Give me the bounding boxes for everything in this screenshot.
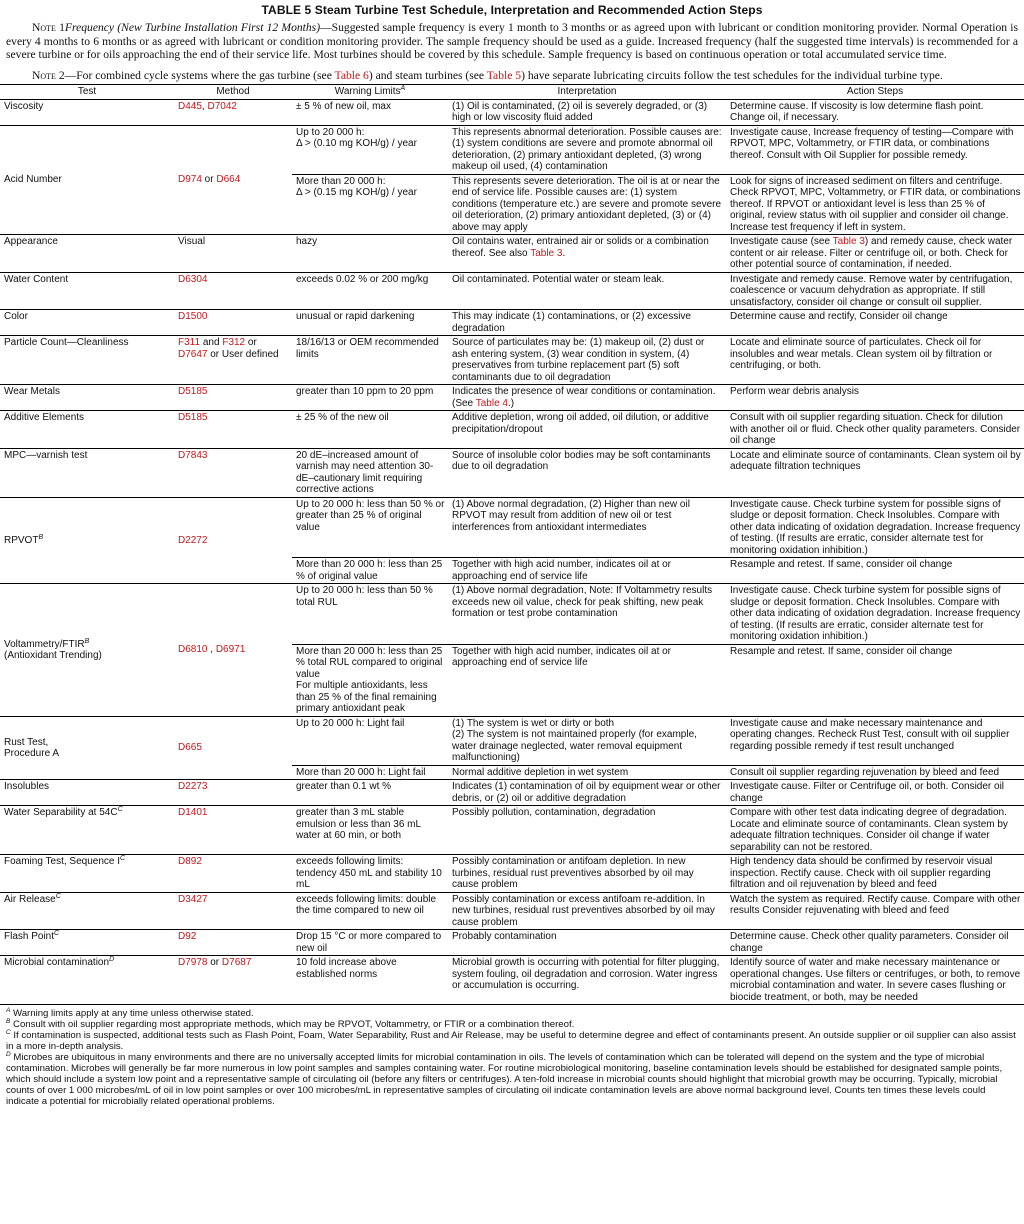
- table-title: TABLE 5 Steam Turbine Test Schedule, Interpretation and Recommended Action Steps: [261, 3, 763, 17]
- action-cell: Identify source of water and make necessary maintenance or operational changes. Use filters or centrifuges, or both, to remove microbial contamination and water. In severe cases flushing or biocide treatment, or both, may be needed: [726, 956, 1024, 1005]
- warning-cell: More than 20 000 h: less than 25 % total RUL compared to original value For multiple antioxidants, less than 25 % of the final remaining primary antioxidant peak: [292, 644, 448, 716]
- table-row-microbial: [0, 956, 1024, 1005]
- action-cell: Watch the system as required. Rectify cause. Compare with other results Consider rejuvenating with bleed and feed: [726, 892, 1024, 930]
- test-name: Water Content: [0, 272, 174, 310]
- warning-cell: exceeds following limits: double the time compared to new oil: [292, 892, 448, 930]
- test-name: Viscosity: [0, 99, 174, 125]
- test-name: Water Separability at $54C^C$: [0, 806, 174, 855]
- action-cell: Determine cause. Check other quality parameters. Consider oil change: [726, 930, 1024, 956]
- table-row-acid-number: [0, 125, 1024, 174]
- table-row-appearance: [0, 235, 1024, 273]
- method-cell: [174, 780, 292, 806]
- test-name: $RPVOT^B$: [0, 497, 174, 584]
- test-name: MPC—varnish test: [0, 448, 174, 497]
- method-cell: [174, 497, 292, 584]
- header-interpretation: Interpretation: [448, 85, 726, 100]
- table-row-additive-elements: [0, 411, 1024, 449]
- warning-cell: exceeds 0.02 % or 200 mg/kg: [292, 272, 448, 310]
- method-cell: D974 or D664: [174, 125, 292, 235]
- header-row: [0, 85, 1024, 100]
- test-name: Foaming Test, Sequence $I^C$: [0, 855, 174, 893]
- method-cell: [174, 855, 292, 893]
- warning-cell: Drop 15 °C or more compared to new oil: [292, 930, 448, 956]
- table-row-viscosity: [0, 99, 1024, 125]
- table-row-air-release: [0, 892, 1024, 930]
- interpretation-cell: This represents abnormal deterioration. Possible causes are: (1) system conditions are severe and promote abnormal oil deterioration, (2) primary antioxidant depleted, (3) wrong makeup oil used, (4) contamination: [448, 125, 726, 174]
- method-link[interactable]: D5185: [178, 386, 208, 398]
- method-link[interactable]: D664: [216, 174, 241, 186]
- warning-cell: exceeds following limits: tendency 450 mL and stability 10 mL: [292, 855, 448, 893]
- method-link[interactable]: D892: [178, 856, 202, 868]
- action-cell: Consult oil supplier regarding rejuvenation by bleed and feed: [726, 765, 1024, 780]
- method-link[interactable]: F311: [178, 337, 201, 349]
- method-cell: [174, 411, 292, 449]
- test-name: Insolubles: [0, 780, 174, 806]
- table-row-color: [0, 310, 1024, 336]
- header-test: Test: [0, 85, 174, 100]
- action-cell: Resample and retest. If same, consider oil change: [726, 558, 1024, 584]
- method-link[interactable]: D665: [178, 742, 202, 754]
- test-name: Voltammetry/$FTIR^B$ (Antioxidant Trending): [0, 584, 174, 717]
- interpretation-cell: Indicates (1) contamination of oil by equipment wear or other debris, or (2) oil or additive degradation: [448, 780, 726, 806]
- method-link[interactable]: D6810: [178, 644, 208, 656]
- method-link[interactable]: D2273: [178, 781, 208, 793]
- warning-cell: unusual or rapid darkening: [292, 310, 448, 336]
- action-cell: Investigate cause (see Table 3) and remedy cause, check water content or air release. Filter or centrifuge oil, or both. Check for other potential source of contamination, if needed.: [726, 235, 1024, 273]
- method-link[interactable]: D7978: [178, 957, 208, 969]
- test-name: Wear Metals: [0, 385, 174, 411]
- method-cell: [174, 930, 292, 956]
- test-schedule-table: [0, 84, 1024, 1005]
- test-name: Microbial contamination$^D$: [0, 956, 174, 1005]
- method-cell: [174, 310, 292, 336]
- table-row-rust-test: [0, 716, 1024, 765]
- interpretation-cell: (1) Above normal degradation, Note: If Voltammetry results exceeds new oil value, check for peak shifting, new peak formation or test probe contamination: [448, 584, 726, 645]
- note-1-label: Note 1: [32, 21, 65, 34]
- warning-cell: ± 25 % of the new oil: [292, 411, 448, 449]
- interpretation-cell: Together with high acid number, indicates oil at or approaching end of service life: [448, 644, 726, 716]
- footnote-b: $^B$ Consult with oil supplier regarding most appropriate methods, which may be RPVOT, Voltammetry, or FTIR or a combination thereof.: [6, 1018, 575, 1031]
- interpretation-cell: Additive depletion, wrong oil added, oil dilution, or additive precipitation/dropout: [448, 411, 726, 449]
- method-link[interactable]: D6971: [215, 644, 246, 656]
- warning-cell: Up to 20 000 h: Light fail: [292, 716, 448, 765]
- test-name: Color: [0, 310, 174, 336]
- test-name: Particle Count—Cleanliness: [0, 336, 174, 385]
- note-2: Note 2—For combined cycle systems where the gas turbine (see Table 6) and steam turbines (see Table 5) have separate lubricating circuits follow the test schedules for the individual turbine type.: [32, 68, 943, 82]
- method-link[interactable]: D974: [178, 174, 202, 186]
- action-cell: Investigate cause. Filter or Centrifuge oil, or both. Consider oil change: [726, 780, 1024, 806]
- test-name: Appearance: [0, 235, 174, 273]
- header-action: Action Steps: [726, 85, 1024, 100]
- table-6-link[interactable]: Table 6: [334, 68, 369, 82]
- method-link[interactable]: D7042: [207, 100, 237, 112]
- method-cell: F311 and F312 or D7647 or User defined: [174, 336, 292, 385]
- table-row-water-separability: [0, 806, 1024, 855]
- method-cell: Visual: [174, 235, 292, 273]
- method-link[interactable]: D7687: [221, 957, 252, 969]
- table-5-link[interactable]: Table 5: [486, 68, 522, 82]
- footnotes: [6, 1008, 1018, 1107]
- action-cell: Investigate and remedy cause. Remove water by centrifugation, coalescence or vacuum dehydration as appropriate. If still unsatisfactory, consider oil change or consult oil supplier.: [726, 272, 1024, 310]
- method-link[interactable]: D2272: [178, 534, 208, 546]
- method-link[interactable]: D5185: [178, 412, 208, 424]
- method-cell: [174, 385, 292, 411]
- interpretation-cell: Oil contains water, entrained air or solids or a combination thereof. See also Table 3.: [448, 235, 726, 273]
- method-cell: [174, 448, 292, 497]
- footnote-c: $^C$ If contamination is suspected, additional tests such as Flash Point, Foam, Water Separability, Rust and Air Release, may be useful to determine degree and effect of contaminants present. An outside supplier or oil supplier can also assist in a more in-depth analysis.: [6, 1029, 1016, 1053]
- table-row-wear-metals: [0, 385, 1024, 411]
- interpretation-cell: Source of insoluble color bodies may be soft contaminants due to oil degradation: [448, 448, 726, 497]
- header-warning: Warning Limits$^A$: [292, 85, 448, 100]
- interpretation-cell: Possibly pollution, contamination, degradation: [448, 806, 726, 855]
- table-row-particle-count: [0, 336, 1024, 385]
- method-cell: D445, D7042: [174, 99, 292, 125]
- method-link[interactable]: D3427: [178, 893, 208, 905]
- action-cell: Investigate cause. Check turbine system for possible signs of sludge or deposit formation. Check Insolubles. Compare with other data indicating of oxidation degradation. Increase frequency of testing. (If results are erratic, consider alternate test for monitoring oxidation inhibition.): [726, 497, 1024, 558]
- warning-cell: ± 5 % of new oil, max: [292, 99, 448, 125]
- interpretation-cell: This may indicate (1) contaminations, or (2) excessive degradation: [448, 310, 726, 336]
- test-name: Flash Point$^C$: [0, 930, 174, 956]
- interpretation-cell: Possibly contamination or antifoam depletion. In new turbines, residual rust preventives absorbed by oil may cause problem: [448, 855, 726, 893]
- table-3-link[interactable]: Table 3: [832, 236, 865, 248]
- action-cell: Locate and eliminate source of particulates. Check oil for insolubles and wear metals. Clean system oil by filtration or centrifuging, or both.: [726, 336, 1024, 385]
- note-1-text: —Suggested sample frequency is every 1 month to 3 months or as agreed upon with lubricant or condition monitoring provider. Normal Operation is every 4 months to 6 months or as agreed with lubricant or condition monitoring provider. The sample frequency should be used as a guide. Increased frequency (half the suggested time intervals) is recommended for a severe turbine or for oils approaching the end of their service life. Most turbines should be covered by this schedule. Sample frequency is based on continuous operation or total accumulated service time.: [6, 21, 1018, 62]
- warning-cell: Up to 20 000 h: Δ > (0.10 mg KOH/g) / year: [292, 125, 448, 174]
- table-row-flash-point: [0, 930, 1024, 956]
- interpretation-cell: Together with high acid number, indicates oil at or approaching end of service life: [448, 558, 726, 584]
- method-cell: [174, 272, 292, 310]
- interpretation-cell: Microbial growth is occurring with potential for filter plugging, system fouling, oil degradation and corrosion. Water ingress or accumulation is occurring.: [448, 956, 726, 1005]
- warning-cell: 18/16/13 or OEM recommended limits: [292, 336, 448, 385]
- method-cell: D6810 , D6971: [174, 584, 292, 717]
- interpretation-cell: Source of particulates may be: (1) makeup oil, (2) dust or ash entering system, (3) wear condition in system, (4) preservatives from turbine replacement part (5) soft contaminants due to oil degradation: [448, 336, 726, 385]
- table-row-rpvot: [0, 497, 1024, 558]
- warning-cell: 10 fold increase above established norms: [292, 956, 448, 1005]
- interpretation-cell: This represents severe deterioration. The oil is at or near the end of service life. Possible causes are: (1) system conditions (temperature etc.) are severe and promote severe oil deterioration, (2) primary antioxidant depleted, (3) or (4) above may apply: [448, 174, 726, 235]
- table-row-foaming: [0, 855, 1024, 893]
- table-row-voltammetry: [0, 584, 1024, 645]
- method-link[interactable]: F312: [222, 337, 246, 349]
- action-cell: Perform wear debris analysis: [726, 385, 1024, 411]
- warning-cell: More than 20 000 h: less than 25 % of original value: [292, 558, 448, 584]
- method-link[interactable]: D1500: [178, 311, 208, 323]
- method-cell: [174, 806, 292, 855]
- warning-cell: Up to 20 000 h: less than 50 % total RUL: [292, 584, 448, 645]
- table-4-link[interactable]: Table 4: [475, 397, 508, 409]
- action-cell: Look for signs of increased sediment on filters and centrifuge. Check RPVOT, MPC, Voltammetry, or FTIR data, or combinations thereof. If RPVOT or antioxidant level is less than 25 % of original, review status with oil supplier and consider oil change. Increase test frequency if left in system.: [726, 174, 1024, 235]
- test-name: Additive Elements: [0, 411, 174, 449]
- interpretation-cell: Probably contamination: [448, 930, 726, 956]
- action-cell: Determine cause. If viscosity is low determine flash point. Change oil, if necessary.: [726, 99, 1024, 125]
- action-cell: Consult with oil supplier regarding situation. Check for dilution with another oil or fluid. Check other quality parameters. Consider oil change: [726, 411, 1024, 449]
- method-link[interactable]: D1401: [178, 807, 208, 819]
- test-name: Rust Test, Procedure A: [0, 716, 174, 780]
- action-cell: Investigate cause. Check turbine system for possible signs of sludge or deposit formation. Check Insolubles. Compare with other data indicating of oxidation degradation. Increase frequency of testing. (If results are erratic, consider alternate test for monitoring oxidation inhibition.): [726, 584, 1024, 645]
- interpretation-cell: Normal additive depletion in wet system: [448, 765, 726, 780]
- action-cell: Compare with other test data indicating degree of degradation. Locate and eliminate source of contaminants. Clean system by adequate filtration techniques. Consider oil change if water separability can not be restored.: [726, 806, 1024, 855]
- warning-cell: More than 20 000 h: Δ > (0.15 mg KOH/g) / year: [292, 174, 448, 235]
- action-cell: Resample and retest. If same, consider oil change: [726, 644, 1024, 716]
- interpretation-cell: Possibly contamination or excess antifoam re-addition. In new turbines, residual rust preventives absorbed by oil may cause problem: [448, 892, 726, 930]
- warning-cell: hazy: [292, 235, 448, 273]
- interpretation-cell: Indicates the presence of wear conditions or contamination. (See Table 4.): [448, 385, 726, 411]
- warning-cell: More than 20 000 h: Light fail: [292, 765, 448, 780]
- warning-cell: greater than 3 mL stable emulsion or less than 36 mL water at 60 min, or both: [292, 806, 448, 855]
- footnote-d: $^D$ Microbes are ubiquitous in many environments and there are no universally accepted limits for microbial contamination in oils. The levels of contamination which can be tolerated will depend on the system and the type of microbial contamination. Microbes will generally be far more numerous in low point samples and samples containing water. For routine microbiological monitoring, baseline contamination levels should be established for designated sample points, which should include a system low point and a representative sample of circulating oil (before any filters or centrifuges). A ten-fold increase in microbial counts should highlight that microbial growth may be occurring. Typically, microbial counts of over 1 000 microbes/mL of oil in low point samples or over 100 microbes/mL in representative samples of circulating oil indicate contamination levels are above normal background level. Counts ten times these levels could indicate a potential for microbially related operational problems.: [6, 1051, 1003, 1108]
- interpretation-cell: Oil contaminated. Potential water or steam leak.: [448, 272, 726, 310]
- test-name: Air Release$^C$: [0, 892, 174, 930]
- note-1: [6, 21, 1018, 62]
- test-name: Acid Number: [0, 125, 174, 235]
- interpretation-cell: (1) Oil is contaminated, (2) oil is severely degraded, or (3) high or low viscosity fluid added: [448, 99, 726, 125]
- method-link[interactable]: D92: [178, 931, 197, 943]
- table-row-water-content: [0, 272, 1024, 310]
- action-cell: Locate and eliminate source of contaminants. Clean system oil by adequate filtration techniques: [726, 448, 1024, 497]
- warning-cell: Up to 20 000 h: less than 50 % or greater than 25 % of original value: [292, 497, 448, 558]
- note-1-heading: Frequency (New Turbine Installation First 12 Months): [64, 21, 321, 34]
- method-cell: [174, 892, 292, 930]
- method-link[interactable]: D6304: [178, 273, 208, 285]
- action-cell: High tendency data should be confirmed by reservoir visual inspection. Rectify cause. Check with oil supplier regarding filtration and oil rejuvenation by bleed and feed: [726, 855, 1024, 893]
- warning-cell: greater than 0.1 wt %: [292, 780, 448, 806]
- method-link[interactable]: D7843: [178, 449, 208, 461]
- method-link[interactable]: D7647: [178, 348, 208, 360]
- method-cell: D7978 or D7687: [174, 956, 292, 1005]
- action-cell: Determine cause and rectify, Consider oil change: [726, 310, 1024, 336]
- header-method: Method: [174, 85, 292, 100]
- interpretation-cell: (1) Above normal degradation, (2) Higher than new oil RPVOT may result from addition of new oil or test interferences from antioxidant intermediates: [448, 497, 726, 558]
- method-cell: [174, 716, 292, 780]
- method-link[interactable]: D445: [178, 100, 202, 112]
- footnote-a: $^A$ Warning limits apply at any time unless otherwise stated.: [6, 1007, 254, 1020]
- warning-cell: greater than 10 ppm to 20 ppm: [292, 385, 448, 411]
- interpretation-cell: (1) The system is wet or dirty or both (2) The system is not maintained properly (for example, water drainage neglected, water removal equipment malfunctioning): [448, 716, 726, 765]
- warning-cell: 20 dE–increased amount of varnish may need attention 30-dE–cautionary limit requiring corrective actions: [292, 448, 448, 497]
- action-cell: Investigate cause and make necessary maintenance and operating changes. Recheck Rust Test, consult with oil supplier regarding possible remedy if test result unchanged: [726, 716, 1024, 765]
- action-cell: Investigate cause, Increase frequency of testing—Compare with RPVOT, MPC, Voltammetry, or FTIR data, or combinations thereof. Consult with Oil Supplier for possible remedy.: [726, 125, 1024, 174]
- table-row-insolubles: [0, 780, 1024, 806]
- table-3-link[interactable]: Table 3: [530, 247, 563, 259]
- note-2-label: Note 2: [32, 68, 65, 82]
- table-row-mpc: [0, 448, 1024, 497]
